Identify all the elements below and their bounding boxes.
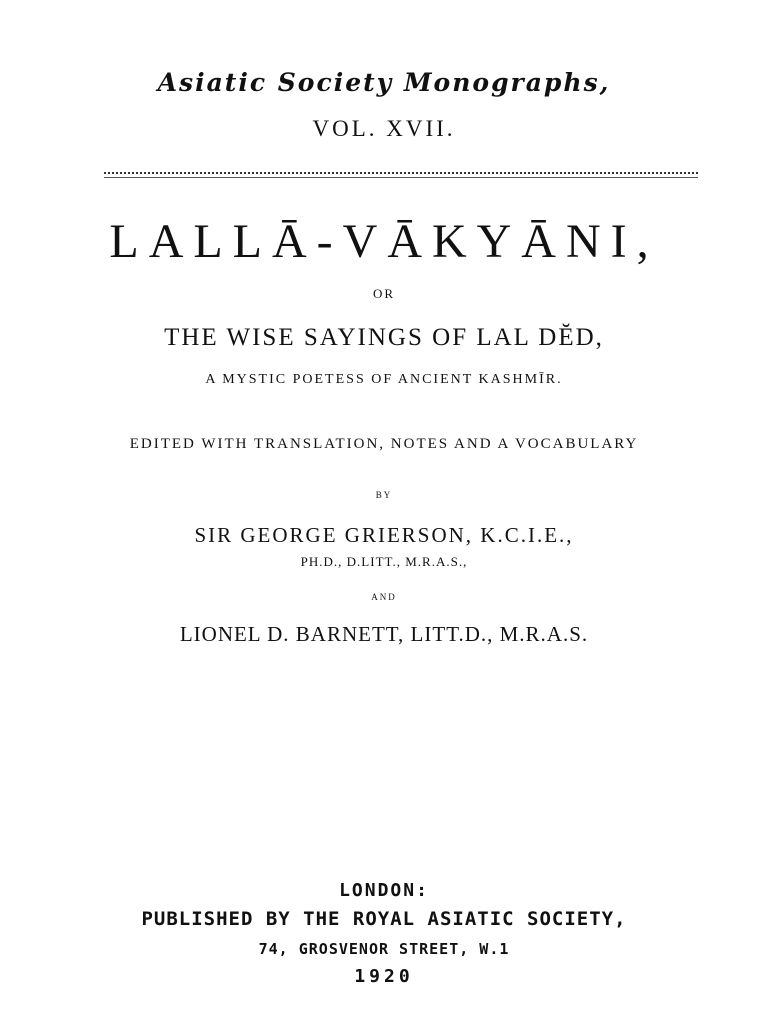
author-1: SIR GEORGE GRIERSON, K.C.I.E., bbox=[194, 523, 574, 547]
series-title: Asiatic Society Monographs, bbox=[157, 68, 611, 97]
publisher-address: 74, GROSVENOR STREET, W.1 bbox=[258, 940, 510, 958]
publisher: PUBLISHED BY THE ROYAL ASIATIC SOCIETY, bbox=[141, 908, 627, 930]
volume-number: VOL. XVII. bbox=[312, 116, 456, 141]
book-description: A MYSTIC POETESS OF ANCIENT KASHMĪR. bbox=[205, 372, 563, 387]
and-label: AND bbox=[371, 592, 397, 602]
author-2: LIONEL D. BARNETT, LITT.D., M.R.A.S. bbox=[179, 622, 589, 646]
title-conjunction: OR bbox=[372, 286, 396, 301]
by-label: BY bbox=[375, 490, 393, 500]
book-title: LALLĀ-VĀKYĀNI, bbox=[109, 215, 659, 268]
divider-rule-lower bbox=[104, 177, 698, 178]
book-subtitle: THE WISE SAYINGS OF LAL DĔD, bbox=[164, 324, 604, 351]
edition-note: EDITED WITH TRANSLATION, NOTES AND A VOCABULARY bbox=[129, 436, 639, 452]
divider-rule bbox=[104, 172, 698, 174]
publication-city: LONDON: bbox=[339, 880, 429, 901]
author-1-degrees: PH.D., D.LITT., M.R.A.S., bbox=[300, 554, 468, 569]
publication-year: 1920 bbox=[354, 966, 414, 987]
